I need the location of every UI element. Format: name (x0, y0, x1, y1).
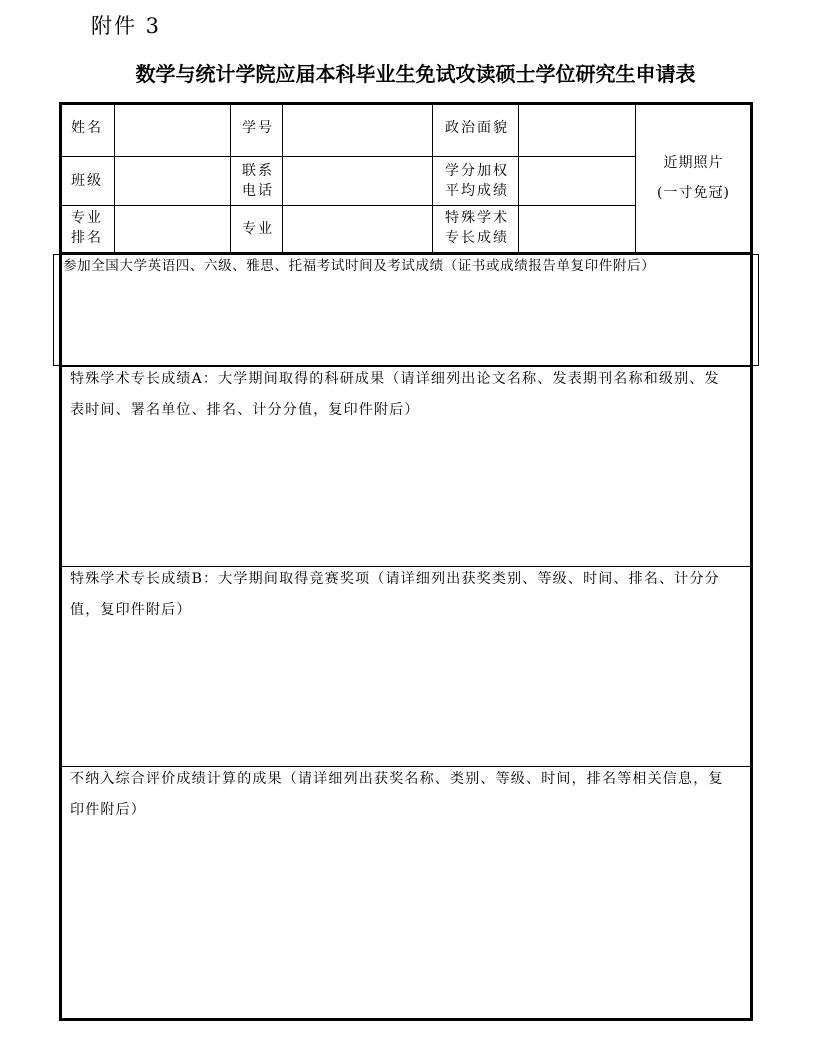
column-divider (114, 104, 115, 252)
phone-label-line2: 电话 (242, 183, 274, 199)
political-status-label: 政治面貌 (445, 120, 509, 136)
competition-prompt-line1: 特殊学术专长成绩B：大学期间取得竞赛奖项（请详细列出获奖类别、等级、时间、排名、计分分 (70, 571, 720, 587)
class-label: 班级 (71, 173, 103, 189)
gpa-field[interactable] (520, 158, 634, 204)
column-divider (432, 104, 433, 252)
major-label: 专业 (242, 221, 274, 237)
gpa-label (445, 161, 509, 201)
photo-placeholder[interactable] (637, 104, 750, 251)
gpa-label-line1: 学分加权 (445, 163, 509, 179)
photo-label-line1: 近期照片 (663, 154, 724, 171)
column-divider (230, 104, 231, 252)
competition-award-prompt (70, 564, 720, 626)
competition-prompt-line2: 值，复印件附后） (70, 602, 192, 618)
rank-label-line1: 专业 (71, 210, 103, 226)
row-divider (61, 205, 635, 206)
special-label-line1: 特殊学术 (445, 210, 509, 226)
phone-field[interactable] (284, 158, 431, 204)
special-label-line2: 专长成绩 (445, 230, 509, 246)
photo-label-line2: (一寸免冠) (657, 184, 730, 201)
rank-field[interactable] (116, 207, 229, 251)
research-prompt-line2: 表时间、署名单位、排名、计分分值，复印件附后） (70, 402, 420, 418)
research-achievement-prompt (70, 364, 720, 426)
special-score-field[interactable] (520, 207, 634, 251)
row-divider (61, 156, 635, 157)
student-id-label: 学号 (242, 120, 274, 136)
form-title: 数学与统计学院应届本科毕业生免试攻读硕士学位研究生申请表 (135, 62, 696, 86)
rank-label (71, 208, 103, 248)
political-status-field[interactable] (520, 104, 634, 155)
column-divider (282, 104, 283, 252)
column-divider (518, 104, 519, 252)
phone-label-line1: 联系 (242, 163, 274, 179)
class-field[interactable] (116, 158, 229, 204)
attachment-label: 附件 3 (91, 14, 162, 38)
column-divider (635, 104, 636, 252)
special-score-label (445, 208, 509, 248)
other-achievement-prompt (70, 764, 724, 826)
name-field[interactable] (116, 104, 229, 155)
research-achievement-area[interactable] (61, 430, 751, 565)
gpa-label-line2: 平均成绩 (445, 183, 509, 199)
student-id-field[interactable] (284, 104, 431, 155)
other-prompt-line2: 印件附后） (70, 802, 146, 818)
name-label: 姓名 (71, 120, 103, 136)
research-prompt-line1: 特殊学术专长成绩A：大学期间取得的科研成果（请详细列出论文名称、发表期刊名称和级别、发 (70, 371, 720, 387)
other-achievement-area[interactable] (61, 830, 751, 1018)
phone-label (242, 161, 274, 201)
competition-award-area[interactable] (61, 630, 751, 765)
major-field[interactable] (284, 207, 431, 251)
rank-label-line2: 排名 (71, 230, 103, 246)
other-prompt-line1: 不纳入综合评价成绩计算的成果（请详细列出获奖名称、类别、等级、时间，排名等相关信息，复 (70, 771, 724, 787)
english-score-prompt: 参加全国大学英语四、六级、雅思、托福考试时间及考试成绩（证书或成绩报告单复印件附后） (63, 258, 656, 274)
